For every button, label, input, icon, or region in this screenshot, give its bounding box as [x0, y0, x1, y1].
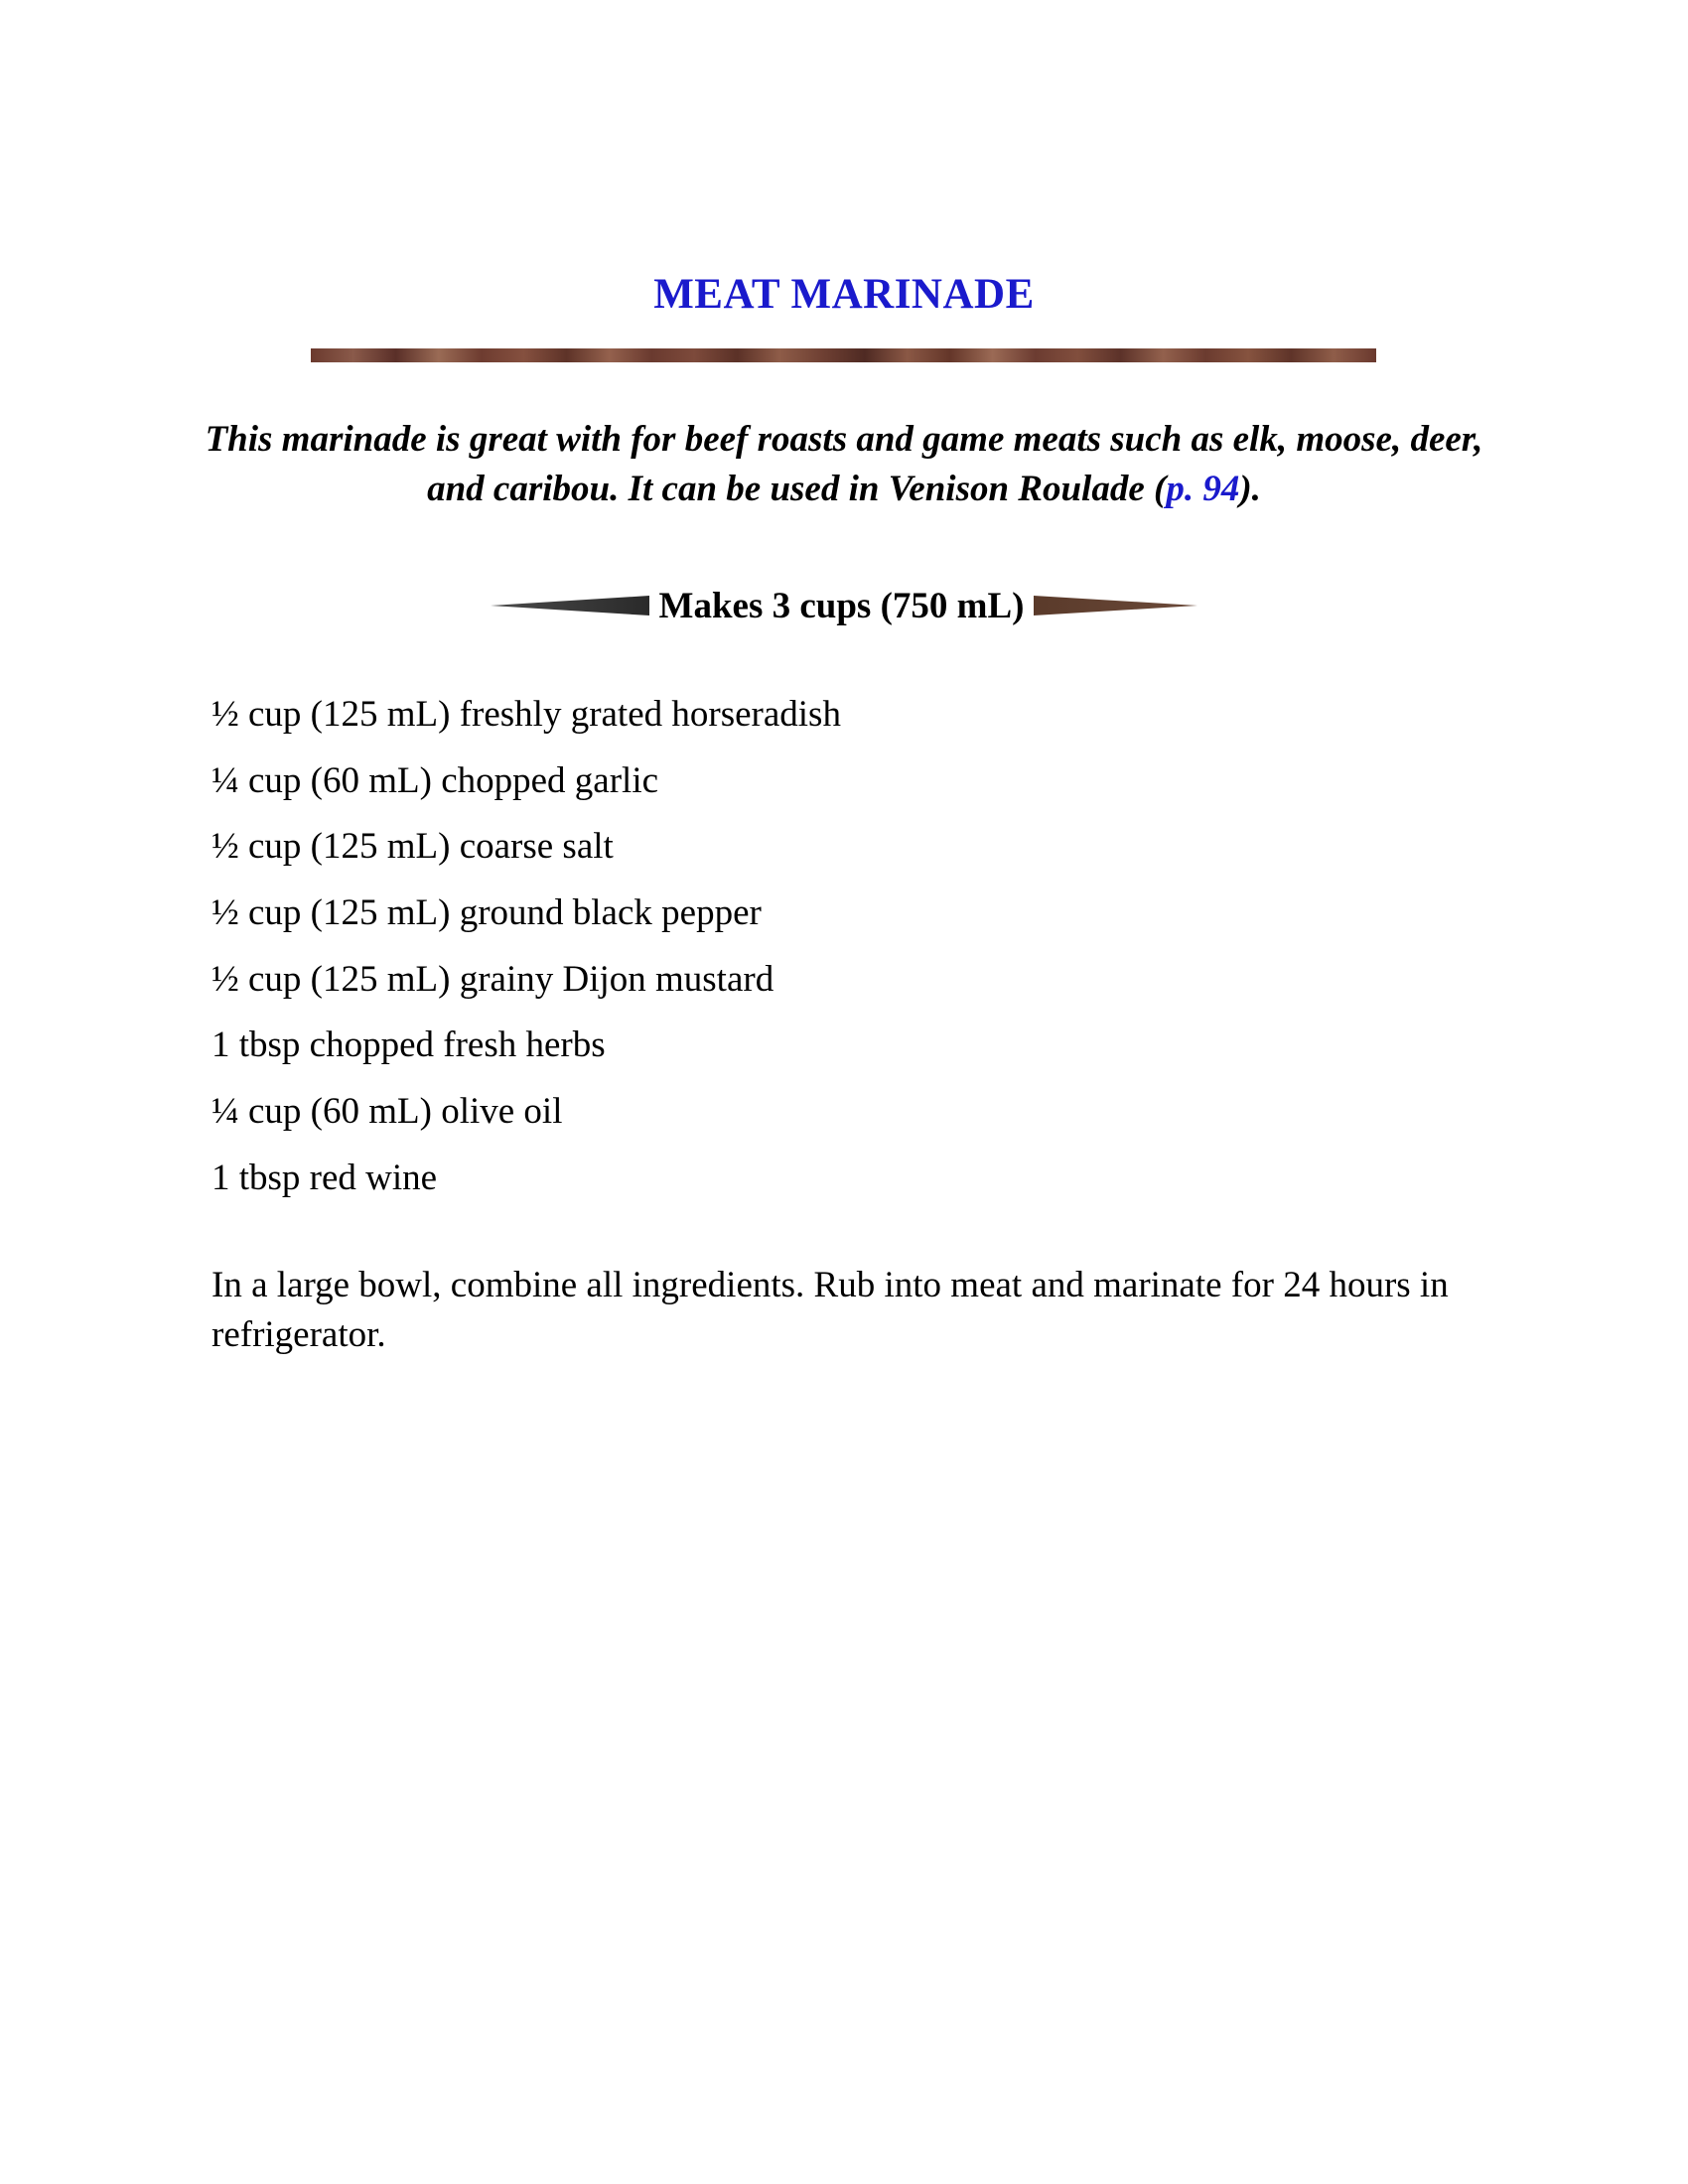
intro-text: This marinade is great with for beef roasts and game meats such as elk, moose, deer, and caribou. It can be used in Venison Roulade ( — [205, 419, 1483, 509]
left-arrow-ornament — [491, 594, 649, 617]
right-arrow-ornament — [1034, 594, 1197, 617]
ingredient-item: ½ cup (125 mL) freshly grated horseradish — [211, 694, 841, 735]
ingredient-item: ½ cup (125 mL) ground black pepper — [211, 892, 762, 934]
ingredient-item: ¼ cup (60 mL) chopped garlic — [211, 759, 659, 801]
ingredient-item: ¼ cup (60 mL) olive oil — [211, 1091, 563, 1133]
ingredient-item: ½ cup (125 mL) coarse salt — [211, 826, 614, 868]
method-instructions: In a large bowl, combine all ingredients. Rub into meat and marinate for 24 hours in refrigerator. — [211, 1265, 1449, 1355]
recipe-intro — [199, 415, 1489, 514]
intro-end: ). — [1239, 469, 1261, 509]
recipe-title: MEAT MARINADE — [653, 271, 1035, 318]
ingredient-item: 1 tbsp red wine — [211, 1157, 438, 1198]
yield-row — [0, 578, 1688, 633]
ingredient-item: 1 tbsp chopped fresh herbs — [211, 1024, 606, 1066]
page-reference-link[interactable]: p. 94 — [1166, 469, 1240, 509]
yield-text: Makes 3 cups (750 mL) — [658, 585, 1025, 626]
ingredient-item: ½ cup (125 mL) grainy Dijon mustard — [211, 958, 774, 1000]
title-divider — [311, 348, 1376, 362]
ingredient-list — [211, 687, 841, 1217]
